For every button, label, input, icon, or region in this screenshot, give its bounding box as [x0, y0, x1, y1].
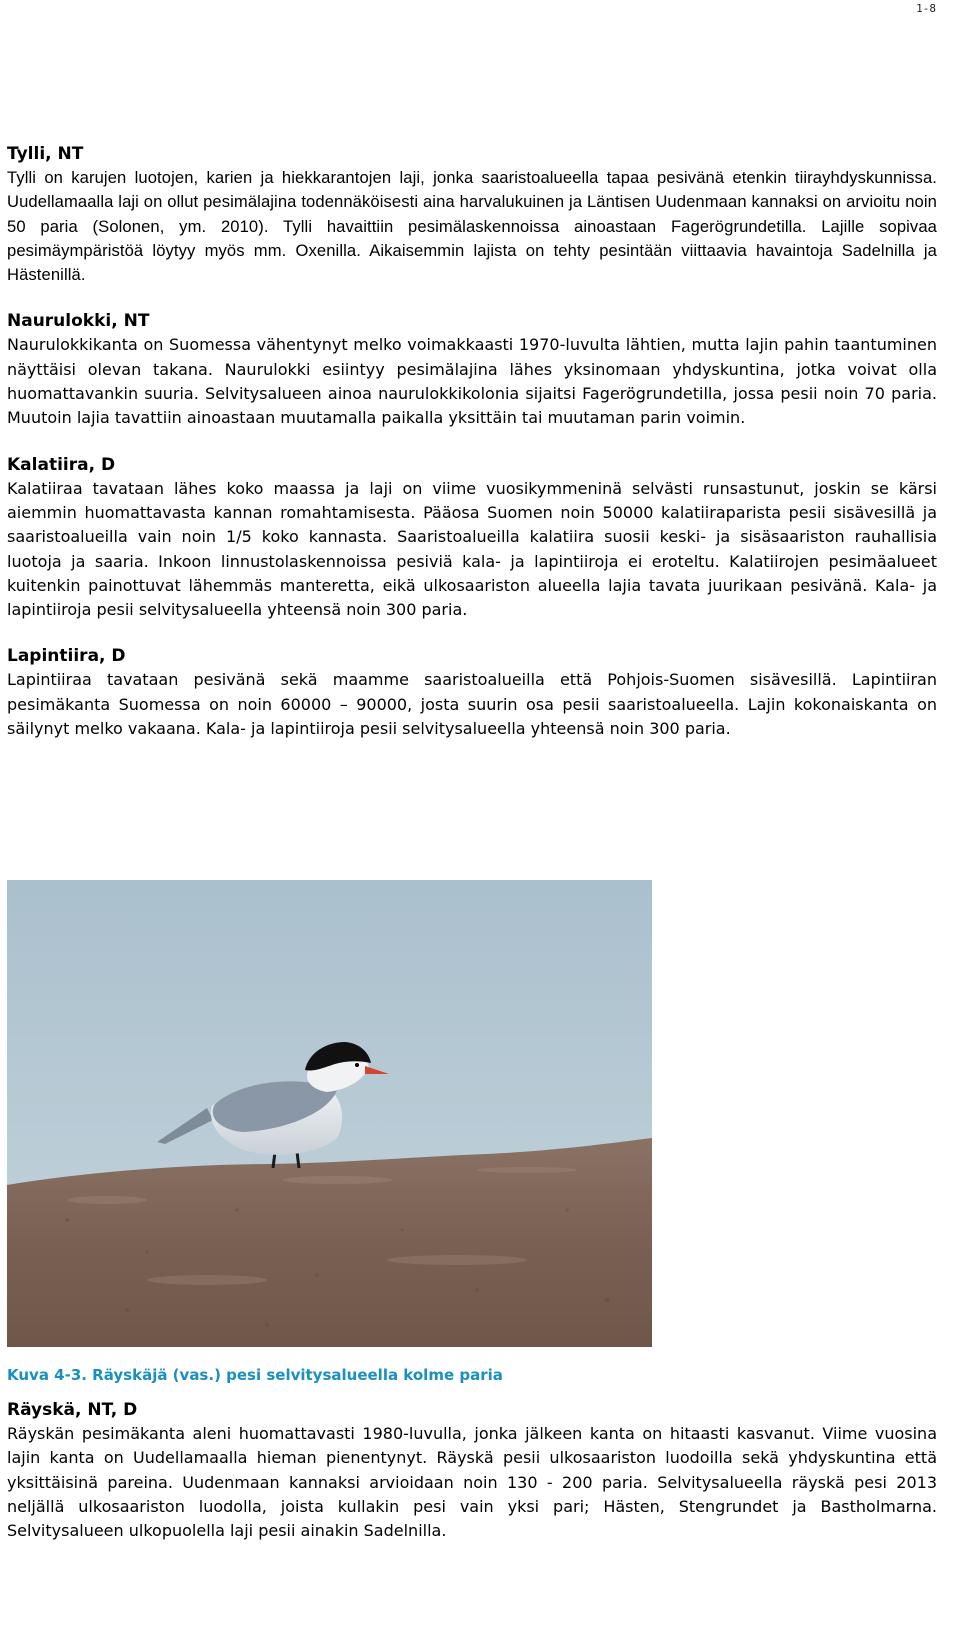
document-body	[7, 142, 937, 763]
section-naurulokki	[7, 309, 937, 430]
section-text: Kalatiiraa tavataan lähes koko maassa ja laji on viime vuosikymmeninä selvästi runsastunut, joskin se kärsi aiemmin huomattavasta kannan romahtamisesta. Pääosa Suomen noin 50000 kalatiiraparista pesii sisävesillä ja saaristoalueilla vain noin 1/5 koko kannasta. Saaristoalueilla kalatiira suosii keski- ja sisäsaariston rauhallisia luotoja ja saaria. Inkoon linnustolaskennoissa pesiviä kala- ja lapintiiroja ei eroteltu. Kalatiirojen pesimäalueet kuitenkin painottuvat lähemmäs manteretta, eikä ulkosaariston alueella lajia tavata juurikaan pesivänä. Kala- ja lapintiiroja pesii selvitysalueella yhteensä noin 300 paria.	[7, 478, 937, 620]
section-text: Naurulokkikanta on Suomessa vähentynyt melko voimakkaasti 1970-luvulta lähtien, mutta lajin pahin taantuminen näyttäisi olevan takana. Naurulokki esiintyy pesimälajina lähes yksinomaan yhdyskuntina, jotka voivat olla huomattavankin suuria. Selvitysalueen ainoa naurulokkikolonia sijaitsi Fagerögrundetilla, jossa pesii noin 70 paria. Muutoin lajia tavattiin ainoastaan muutamalla paikalla yksittäin tai muutaman parin voimin.	[7, 335, 937, 428]
section-heading: Kalatiira, D	[7, 454, 116, 475]
section-text: Räyskän pesimäkanta aleni huomattavasti 1980-luvulla, jonka jälkeen kanta on hitaasti kasvanut. Viime vuosina lajin kanta on Uudellamaalla hieman pienentynyt. Räyskä pesii ulkosaariston luodoilla sekä yhdyskuntina että yksittäisinä pareina. Uudenmaan kannaksi arvioidaan noin 130 - 200 paria. Selvitysalueella räyskä pesi 2013 neljällä ulkosaariston luodolla, joista kullakin pesi vain yksi pari; Hästen, Stengrundet ja Bastholmarna. Selvitysalueen ulkopuolella laji pesii ainakin Sadelnilla.	[7, 1424, 937, 1541]
section-rayska	[7, 1398, 937, 1543]
photo-illustration	[7, 880, 652, 1347]
document-body-continued	[7, 1398, 937, 1565]
section-heading: Lapintiira, D	[7, 646, 126, 667]
section-lapintiira	[7, 644, 937, 741]
section-text: Tylli on karujen luotojen, karien ja hiekkarantojen laji, jonka saaristoalueella tapaa pesivänä etenkin tiirayhdyskunnissa. Uudellamaalla laji on ollut pesimälajina todennäköisesti aina harvalukuinen ja Läntisen Uudenmaan kannaksi on arvioitu noin 50 paria (Solonen, ym. 2010). Tylli havaittiin pesimälaskennoissa ainoastaan Fagerögrundetilla. Lajille sopivaa pesimäympäristöä löytyy myös mm. Oxenilla. Aikaisemmin lajista on tehty pesintään viittaavia havaintoja Sadelnilla ja Hästenillä.	[7, 168, 937, 285]
section-kalatiira	[7, 453, 937, 623]
tern-eye	[355, 1063, 359, 1067]
section-heading: Tylli, NT	[7, 144, 84, 164]
figure-caption: Kuva 4-3. Räyskäjä (vas.) pesi selvitysalueella kolme paria	[7, 1366, 503, 1384]
section-text: Lapintiiraa tavataan pesivänä sekä maamme saaristoalueilla että Pohjois-Suomen sisävesillä. Lapintiiran pesimäkanta Suomessa on noin 60000 – 90000, josta suurin osa pesii saaristoalueella. Lajin kokonaiskanta on säilynyt melko vakaana. Kala- ja lapintiiroja pesii selvitysalueella yhteensä noin 300 paria.	[7, 670, 937, 739]
page-number: 1-8	[916, 2, 936, 15]
section-tylli	[7, 142, 937, 287]
section-heading: Räyskä, NT, D	[7, 1400, 138, 1420]
photo-caspian-tern	[7, 880, 652, 1347]
section-heading: Naurulokki, NT	[7, 311, 150, 332]
